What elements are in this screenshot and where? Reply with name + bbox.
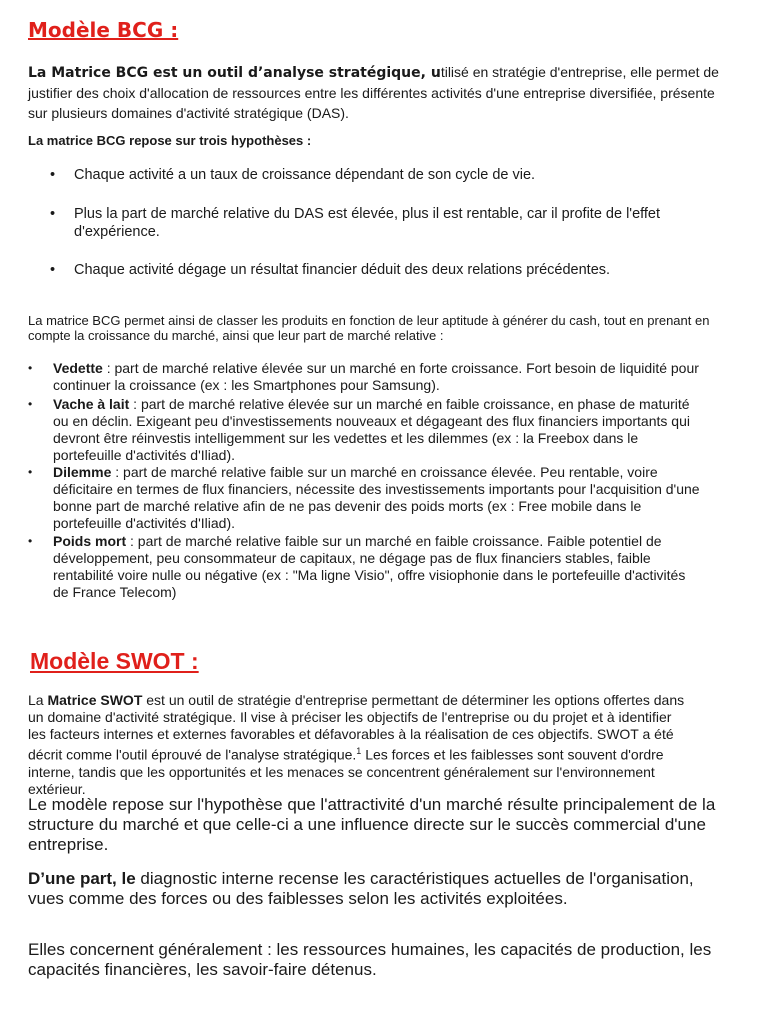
bullet-icon: • bbox=[50, 262, 56, 278]
diagnosis-text: diagnostic interne recense les caractéristiques actuelles de l'organisation, vues comme des forces ou des faiblesses selon les activités exploitées. bbox=[28, 869, 694, 908]
bullet-icon: • bbox=[28, 465, 33, 479]
category-term: Vache à lait bbox=[53, 396, 130, 412]
swot-term: Matrice SWOT bbox=[47, 692, 143, 708]
hypotheses-heading: La matrice BCG repose sur trois hypothèses : bbox=[28, 133, 312, 148]
swot-intro bbox=[28, 692, 688, 798]
bullet-icon: • bbox=[28, 534, 33, 548]
bullet-icon: • bbox=[28, 397, 33, 411]
swot-intro-text: Les forces et les faiblesses sont souvent d'ordre interne, tandis que les opportunités et les menaces se concentrent généralement sur l'environnement extérieur. bbox=[28, 746, 664, 797]
category-desc: : part de marché relative faible sur un marché en faible croissance. Faible potentiel de développement, peu consommateur de capitaux, ne dégage pas de flux financiers stables, faible rentabilité voire nulle ou négative (ex : "Ma ligne Visio", offre visiophonie dans le portefeuille d'activités de France Telecom) bbox=[53, 533, 686, 600]
bcg-intro-rest: tilisé en stratégie d'entreprise, elle permet de justifier des choix d'allocation de ressources entre les différentes activités d'une entreprise diversifiée, présente sur plusieurs domaines d'activité stratégique (DAS). bbox=[28, 64, 719, 121]
bcg-classification-intro: La matrice BCG permet ainsi de classer les produits en fonction de leur aptitude à générer du cash, tout en prenant en compte la croissance du marché, ainsi que leur part de marché relative : bbox=[28, 313, 710, 343]
resources-paragraph: Elles concernent généralement : les ressources humaines, les capacités de production, les capacités financières, les savoir-faire détenus. bbox=[28, 940, 712, 979]
category-term: Poids mort bbox=[53, 533, 127, 549]
bullet-icon: • bbox=[50, 167, 56, 183]
category-desc: : part de marché relative faible sur un marché en croissance élevée. Peu rentable, voire déficitaire en termes de flux financiers, nécessite des investissements importants pour l'acquisition d'une bonne part de marché relative afin de ne pas devenir des poids morts (ex : Free mobile dans le portefeuille d'activités d'Iliad). bbox=[53, 464, 700, 531]
hypothesis-text: Chaque activité dégage un résultat financier déduit des deux relations précédentes. bbox=[74, 262, 611, 278]
category-term: Dilemme bbox=[53, 464, 112, 480]
swot-hypothesis: Le modèle repose sur l'hypothèse que l'attractivité d'un marché résulte principalement de la structure du marché et que celle-ci a une influence directe sur le succès commercial d'une entreprise. bbox=[28, 795, 716, 854]
swot-intro-text: La bbox=[28, 692, 48, 708]
diagnosis-lead: D’une part, le bbox=[28, 869, 136, 888]
category-desc: : part de marché relative élevée sur un marché en faible croissance, en phase de maturité ou en déclin. Exigeant peu d'investissements nouveaux et dégageant des flux financiers importants qui devront être réinvestis intelligemment sur les vedettes et les dilemmes (ex : la Freebox dans le portefeuille d'activités d'Iliad). bbox=[53, 396, 690, 463]
footnote-marker: 1 bbox=[356, 746, 362, 756]
bullet-icon: • bbox=[50, 206, 56, 222]
internal-diagnosis bbox=[28, 869, 728, 909]
bcg-intro-lead: La Matrice BCG est un outil d’analyse stratégique, u bbox=[28, 65, 441, 81]
category-term: Vedette bbox=[53, 360, 103, 376]
hypothesis-text: Chaque activité a un taux de croissance dépendant de son cycle de vie. bbox=[74, 167, 536, 183]
hypothesis-text: Plus la part de marché relative du DAS est élevée, plus il est rentable, car il profite de l'effet d'expérience. bbox=[74, 206, 661, 240]
swot-intro-text: est un outil de stratégie d'entreprise permettant de déterminer les options offertes dans un domaine d'activité stratégique. Il vise à préciser les objectifs de l'entreprise ou du projet et à identifier les facteurs internes et externes favorables et défavorables à la réalisation de ces objectifs. SWOT a été décrit comme l'outil éprouvé de l'analyse stratégique. bbox=[28, 692, 685, 763]
category-desc: : part de marché relative élevée sur un marché en forte croissance. Fort besoin de liquidité pour continuer la croissance (ex : les Smartphones pour Samsung). bbox=[53, 360, 699, 393]
bullet-icon: • bbox=[28, 361, 33, 375]
bcg-intro bbox=[28, 62, 728, 123]
swot-title: Modèle SWOT : bbox=[30, 648, 199, 674]
bcg-title: Modèle BCG : bbox=[28, 18, 179, 42]
